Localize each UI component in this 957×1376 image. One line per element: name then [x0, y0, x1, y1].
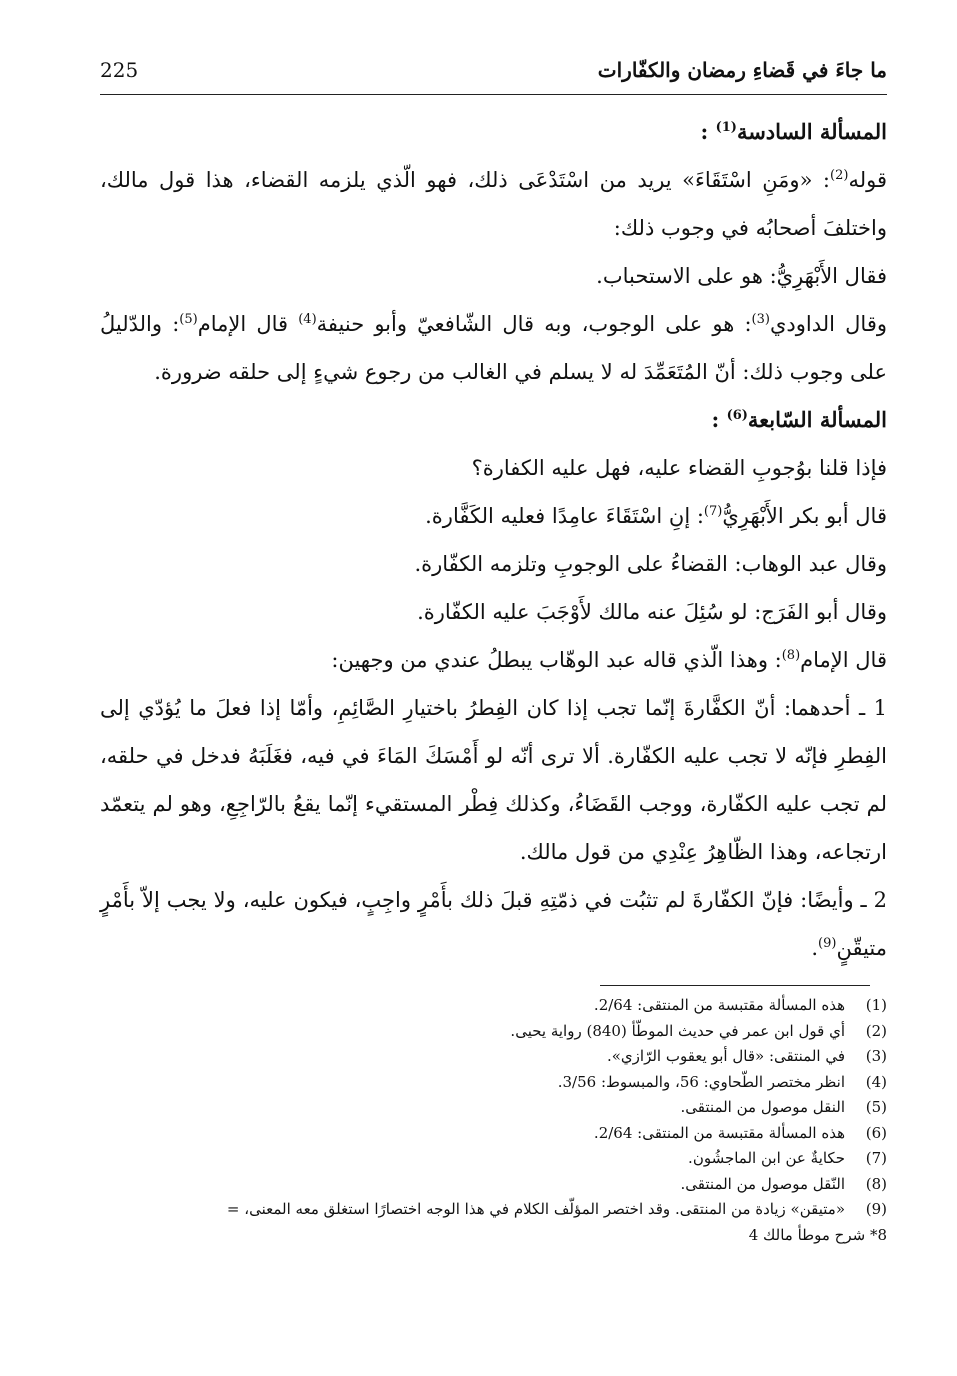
footnote-ref[interactable]: (7) — [703, 504, 723, 519]
footnote — [100, 1197, 887, 1223]
footnote — [100, 1019, 887, 1045]
footnote-number: (5) — [865, 1098, 887, 1116]
page-header — [100, 58, 887, 95]
footnote-text: هذه المسألة مقتبسة من المنتقى: 2/64. — [593, 1123, 845, 1142]
footnote-divider — [600, 985, 870, 986]
footnote-text: «متيقن» زيادة من المنتقى. وقد اختصر المؤلّف الكلام في هذا الوجه اختصارًا استغلق معه المعنى، = — [226, 1200, 845, 1218]
footnote-text: حكايةٌ عن ابن الماجشُون. — [688, 1149, 845, 1167]
footnote-number: (7) — [865, 1149, 887, 1167]
paragraph: 1 ـ أحدهما: أنّ الكفَّارةَ إنّما تجب إذا كان الفِطرُ باختيارِ الصَّائِمِ، وأمّا إذا فعلَ ما يُؤدّي إلى الفِطرِ فإنّه لا تجب عليه الكفّارة. ألا ترى أنّه لو أَمْسَكَ المَاءَ في فيه، فغَلَبَهُ فدخل في حلقه، لم تجب عليه الكفّارة، ووجب القَضَاءُ، وكذلك فِطْر المستقيء إنّما يقعُ بالرّاجِعِ، وهو لم يتعمّد ارتجاعه، وهذا الظّاهِرُ عِنْدِي من قول مالك. — [100, 696, 887, 864]
footnote — [100, 1070, 887, 1096]
paragraph: وقال الداودي$^{(3)}$: هو على الوجوب، وبه قال الشّافعيّ وأبو حنيفة$^{(4)}$ قال الإمام$^{(5)}$: والدّليلُ على وجوب ذلك: أنّ المُتَعَمِّدَ له لا يسلم في الغالب من رجوع شيءٍ إلى حلقه ضرورة. — [100, 312, 887, 384]
footnote-text: النقل موصول من المنتقى. — [680, 1098, 845, 1116]
footnote-number: (6) — [865, 1123, 887, 1142]
footnote-ref[interactable]: (9) — [818, 936, 837, 951]
footnote-number: (1) — [865, 996, 887, 1014]
footnote-ref[interactable]: (3) — [751, 312, 770, 327]
signature-mark: 8* شرح موطأ مالك 4 — [748, 1225, 887, 1244]
heading-issue-6: المسألة السادسة$^{(1)}$ : — [700, 119, 887, 144]
paragraph: 2 ـ وأيضًا: فإنّ الكفّارةَ لم تثبُت في ذمّتِهِ قبلَ ذلك بأَمْرٍ واجِبٍ، فيكون عليه، ولا يجب إلاّ بأَمْرٍ متيقّنٍ$^{(9)}$. — [100, 888, 887, 960]
footnote-text: أي قول ابن عمر في حديث الموطّأ (840) رواية يحيى. — [510, 1021, 845, 1040]
footnote — [100, 1095, 887, 1121]
footnote — [100, 1121, 887, 1147]
paragraph: فإذا قلنا بوُجوبِ القضاء عليه، فهل عليه الكفارة؟ — [471, 456, 887, 480]
footnote-ref[interactable]: (4) — [298, 312, 317, 327]
paragraph: فقال الأَبْهَرِيُّ: هو على الاستحباب. — [596, 264, 887, 288]
footnote-text: النّقل موصول من المنتقى. — [680, 1174, 845, 1193]
paragraph: وقال عبد الوهاب: القضاءُ على الوجوبِ وتلزمه الكفّارة. — [414, 552, 887, 576]
page-number: 225 — [100, 58, 139, 82]
footnote-number: (2) — [865, 1021, 887, 1040]
footnote-ref[interactable]: (5) — [179, 312, 198, 327]
heading-issue-7: المسألة السّابعة$^{(6)}$ : — [711, 407, 887, 432]
footnote-ref[interactable]: (1) — [715, 120, 737, 135]
footnote — [100, 1146, 887, 1172]
footnote-ref[interactable]: (8) — [781, 648, 801, 663]
footnote-number: (9) — [865, 1200, 887, 1218]
paragraph: قال الإمام$^{(8)}$: وهذا الّذي قاله عبد الوهّاب يبطلُ عندي من وجهين: — [331, 648, 887, 672]
footnote-text: في المنتقى: «قال أبو يعقوب الرّازي». — [606, 1047, 845, 1065]
paragraph: قوله$^{(2)}$: «ومَنِ اسْتَقَاءَ» يريد من اسْتَدْعَى ذلك، فهو الّذي يلزمه القضاء، هذا قول مالك، واختلفَ أصحابُه في وجوب ذلك: — [100, 168, 887, 240]
footnote — [100, 1172, 887, 1198]
footnote-text: انظر مختصر الطّحاوي: 56، والمبسوط: 3/56. — [557, 1072, 845, 1091]
running-title: ما جاءَ في قَضاءِ رمضان والكفّارات — [597, 58, 887, 82]
footnote-number: (8) — [865, 1174, 887, 1193]
footnote-ref[interactable]: (2) — [830, 168, 849, 183]
footnote — [100, 993, 887, 1019]
footnotes — [100, 993, 887, 1248]
paragraph: قال أبو بكر الأَبْهَرِيُّ$^{(7)}$: إنِ اسْتَقَاءَ عامِدًا فعليه الكَفَّارة. — [425, 504, 887, 528]
footnote-ref[interactable]: (6) — [726, 408, 748, 423]
footnote-number: (3) — [865, 1047, 887, 1065]
footnote — [100, 1044, 887, 1070]
main-text — [100, 108, 887, 972]
footnote-text: هذه المسألة مقتبسة من المنتقى: 2/64. — [593, 996, 845, 1014]
paragraph: وقال أبو الفَرَج: لو سُئِلَ عنه مالك لأَوْجَبَ عليه الكفّارة. — [417, 600, 887, 624]
footnote-number: (4) — [865, 1072, 887, 1091]
